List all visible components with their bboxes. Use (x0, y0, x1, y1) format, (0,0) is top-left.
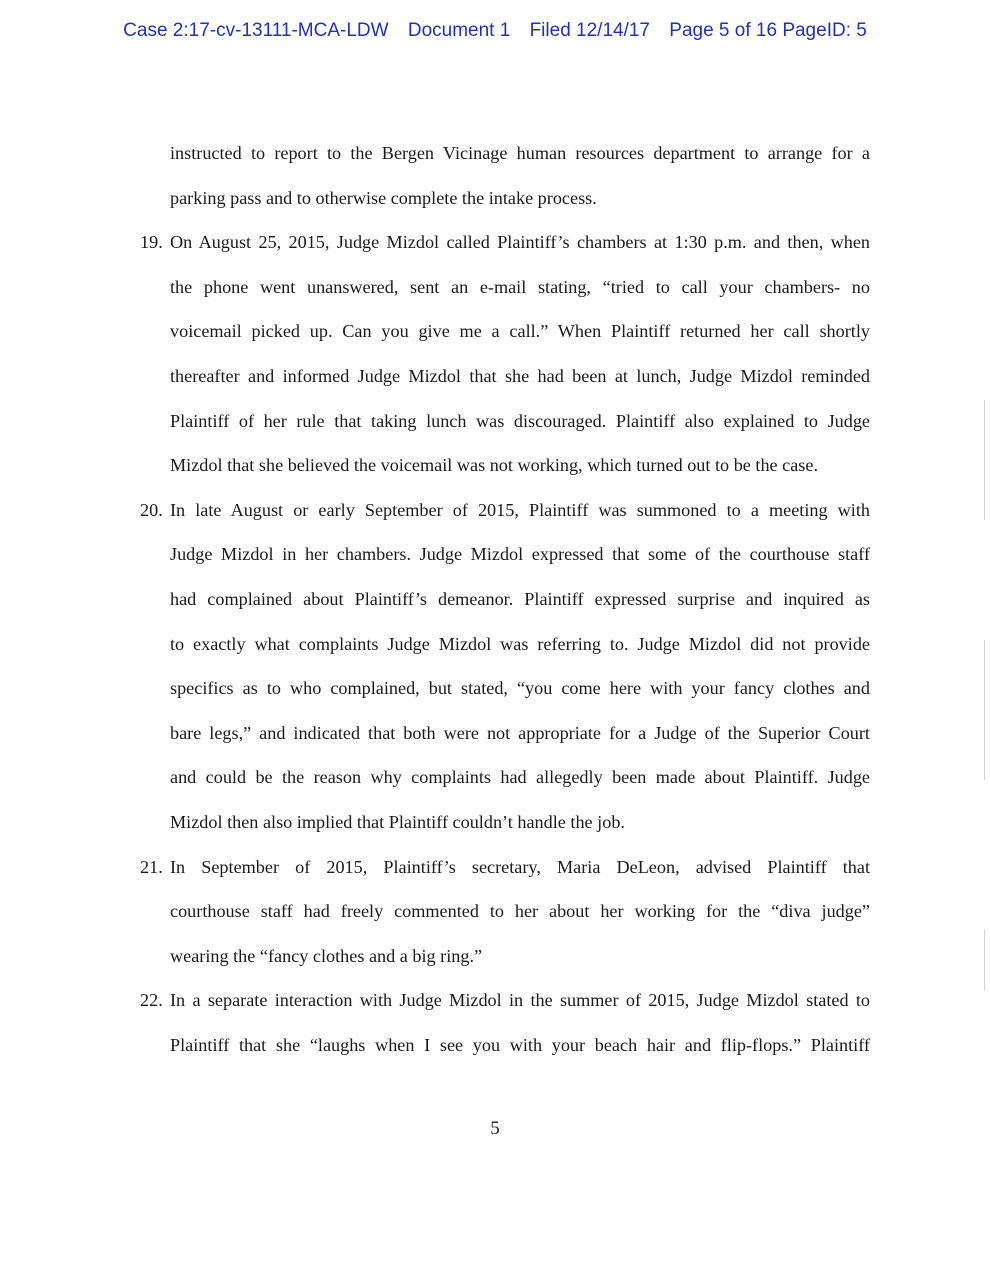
text-line: had complained about Plaintiff’s demeanor. Plaintiff expressed surprise and inquired as (170, 588, 870, 609)
scan-artifact (984, 640, 985, 780)
paragraph-continuation (140, 131, 870, 220)
text-line: On August 25, 2015, Judge Mizdol called Plaintiff’s chambers at 1:30 p.m. and then, when (170, 232, 870, 253)
text-line: to exactly what complaints Judge Mizdol was referring to. Judge Mizdol did not provide (170, 633, 870, 654)
text-line: In September of 2015, Plaintiff’s secretary, Maria DeLeon, advised Plaintiff that (170, 856, 870, 877)
text-line: voicemail picked up. Can you give me a call.” When Plaintiff returned her call shortly (170, 321, 870, 342)
text-line: bare legs,” and indicated that both were not appropriate for a Judge of the Superior Court (170, 722, 870, 743)
paragraph-number: 19. (140, 232, 163, 253)
paragraph-21 (140, 845, 870, 979)
paragraph-number: 20. (140, 499, 163, 520)
text-line: wearing the “fancy clothes and a big ring.” (170, 945, 483, 966)
text-line: instructed to report to the Bergen Vicinage human resources department to arrange for a (170, 143, 870, 163)
page-info: Page 5 of 16 PageID: 5 (669, 20, 867, 41)
text-line: thereafter and informed Judge Mizdol that she had been at lunch, Judge Mizdol reminded (170, 365, 870, 386)
text-line: In a separate interaction with Judge Mizdol in the summer of 2015, Judge Mizdol stated to (170, 990, 870, 1011)
text-line: and could be the reason why complaints had allegedly been made about Plaintiff. Judge (170, 767, 870, 788)
page-number: 5 (490, 1118, 500, 1139)
scan-artifact (984, 930, 985, 990)
document-body (140, 131, 870, 1067)
text-line: courthouse staff had freely commented to her about her working for the “diva judge” (170, 901, 870, 922)
text-line: the phone went unanswered, sent an e-mail stating, “tried to call your chambers- no (170, 276, 870, 297)
paragraph-20 (140, 488, 870, 845)
paragraph-22 (140, 978, 870, 1067)
paragraph-19 (140, 220, 870, 488)
text-line: Plaintiff of her rule that taking lunch was discouraged. Plaintiff also explained to Judge (170, 410, 870, 431)
text-line: Judge Mizdol in her chambers. Judge Mizdol expressed that some of the courthouse staff (170, 544, 870, 565)
text-line: Mizdol that she believed the voicemail was not working, which turned out to be the case. (170, 455, 819, 476)
text-line: parking pass and to otherwise complete the intake process. (170, 187, 597, 208)
scan-artifact (984, 400, 985, 520)
text-line: In late August or early September of 2015, Plaintiff was summoned to a meeting with (170, 499, 870, 520)
filed-date: Filed 12/14/17 (529, 20, 650, 41)
document-number: Document 1 (407, 20, 511, 41)
text-line: specifics as to who complained, but stated, “you come here with your fancy clothes and (170, 678, 870, 699)
case-number: Case 2:17-cv-13111-MCA-LDW (123, 20, 389, 41)
text-line: Mizdol then also implied that Plaintiff couldn’t handle the job. (170, 811, 625, 832)
paragraph-number: 21. (140, 856, 163, 877)
text-line: Plaintiff that she “laughs when I see you with your beach hair and flip-flops.” Plaintiff (170, 1034, 870, 1055)
document-header (0, 20, 990, 42)
paragraph-number: 22. (140, 990, 163, 1011)
